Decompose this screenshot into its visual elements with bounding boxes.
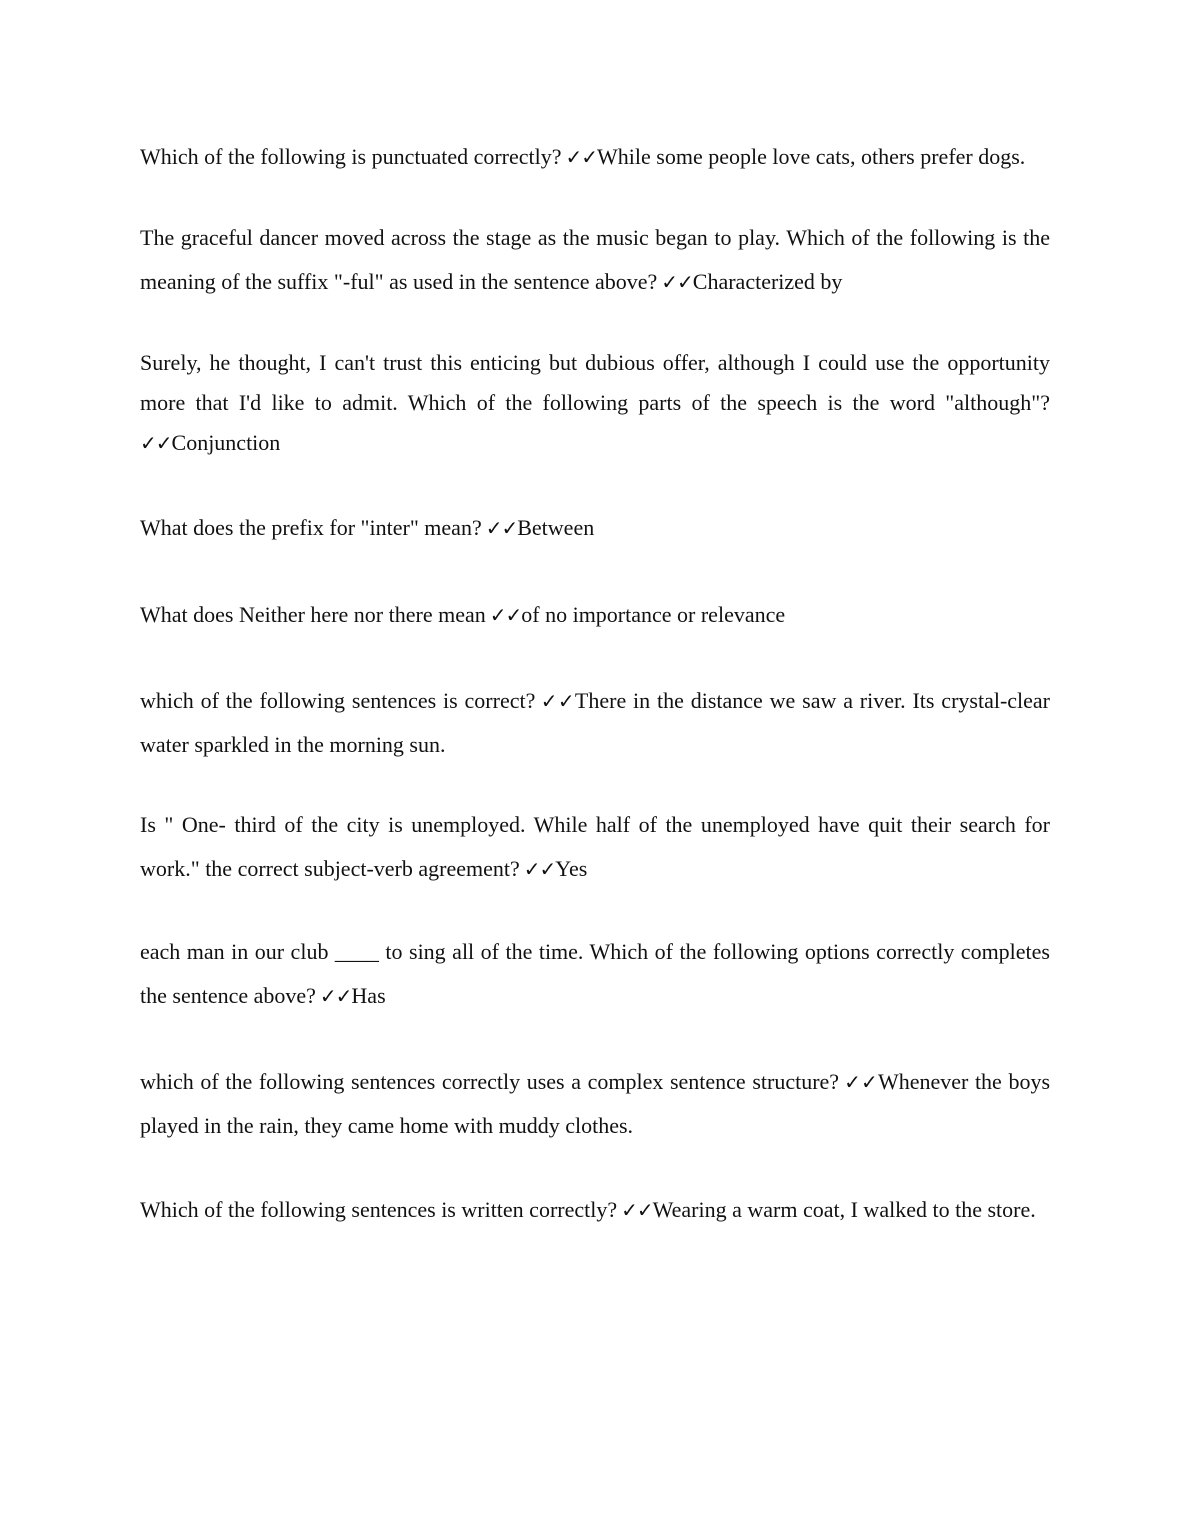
answer-text: There in the distance we saw a river. Its crystal-clear water sparkled in the morning sun. <box>140 688 1051 757</box>
answer-text: Yes <box>555 856 588 881</box>
qa-item-6 <box>140 679 1050 767</box>
question-text: Is " One- third of the city is unemployed. While half of the unemployed have quit their search for work." the correct subject-verb agreement? <box>140 812 1050 881</box>
document-page <box>140 135 1050 1232</box>
question-text: each man in our club ____ to sing all of the time. Which of the following options correctly completes the sentence above? <box>140 939 1050 1008</box>
double-check-icon: ✓✓ <box>621 1198 653 1222</box>
double-check-icon: ✓✓ <box>485 516 518 540</box>
qa-item-10 <box>140 1188 1050 1232</box>
double-check-icon: ✓✓ <box>661 270 693 294</box>
answer-text: Between <box>517 515 595 540</box>
question-text: Which of the following is punctuated correctly? <box>140 144 562 169</box>
qa-item-9 <box>140 1060 1050 1148</box>
question-text: which of the following sentences is correct? <box>140 688 536 713</box>
answer-text: Whenever the boys played in the rain, they came home with muddy clothes. <box>140 1069 1051 1138</box>
question-text: What does the prefix for "inter" mean? <box>140 515 482 540</box>
double-check-icon: ✓✓ <box>539 689 575 713</box>
qa-item-1 <box>140 135 1050 179</box>
qa-item-8 <box>140 930 1050 1018</box>
double-check-icon: ✓✓ <box>140 431 172 455</box>
answer-text: of no importance or relevance <box>521 602 786 627</box>
qa-item-5 <box>140 593 1050 637</box>
qa-item-7 <box>140 803 1050 891</box>
double-check-icon: ✓✓ <box>523 857 556 881</box>
answer-text: While some people love cats, others prefer dogs. <box>597 144 1026 169</box>
question-text: The graceful dancer moved across the stage as the music began to play. Which of the following is the meaning of the suffix "-ful" as used in the sentence above? <box>140 225 1050 294</box>
qa-item-3 <box>140 343 1050 463</box>
qa-item-2 <box>140 216 1050 304</box>
qa-item-4 <box>140 506 1050 550</box>
double-check-icon: ✓✓ <box>843 1070 878 1094</box>
answer-text: Has <box>351 983 386 1008</box>
answer-text: Characterized by <box>692 269 843 294</box>
question-text: Surely, he thought, I can't trust this enticing but dubious offer, although I could use the opportunity more that I'd like to admit. Which of the following parts of the speech is the word "although"? <box>140 350 1050 415</box>
answer-text: Wearing a warm coat, I walked to the store. <box>652 1197 1036 1222</box>
question-text: What does Neither here nor there mean <box>140 602 486 627</box>
double-check-icon: ✓✓ <box>565 145 598 169</box>
question-text: Which of the following sentences is written correctly? <box>140 1197 618 1222</box>
answer-text: Conjunction <box>171 430 281 455</box>
double-check-icon: ✓✓ <box>319 984 352 1008</box>
question-text: which of the following sentences correctly uses a complex sentence structure? <box>140 1069 840 1094</box>
double-check-icon: ✓✓ <box>489 603 522 627</box>
